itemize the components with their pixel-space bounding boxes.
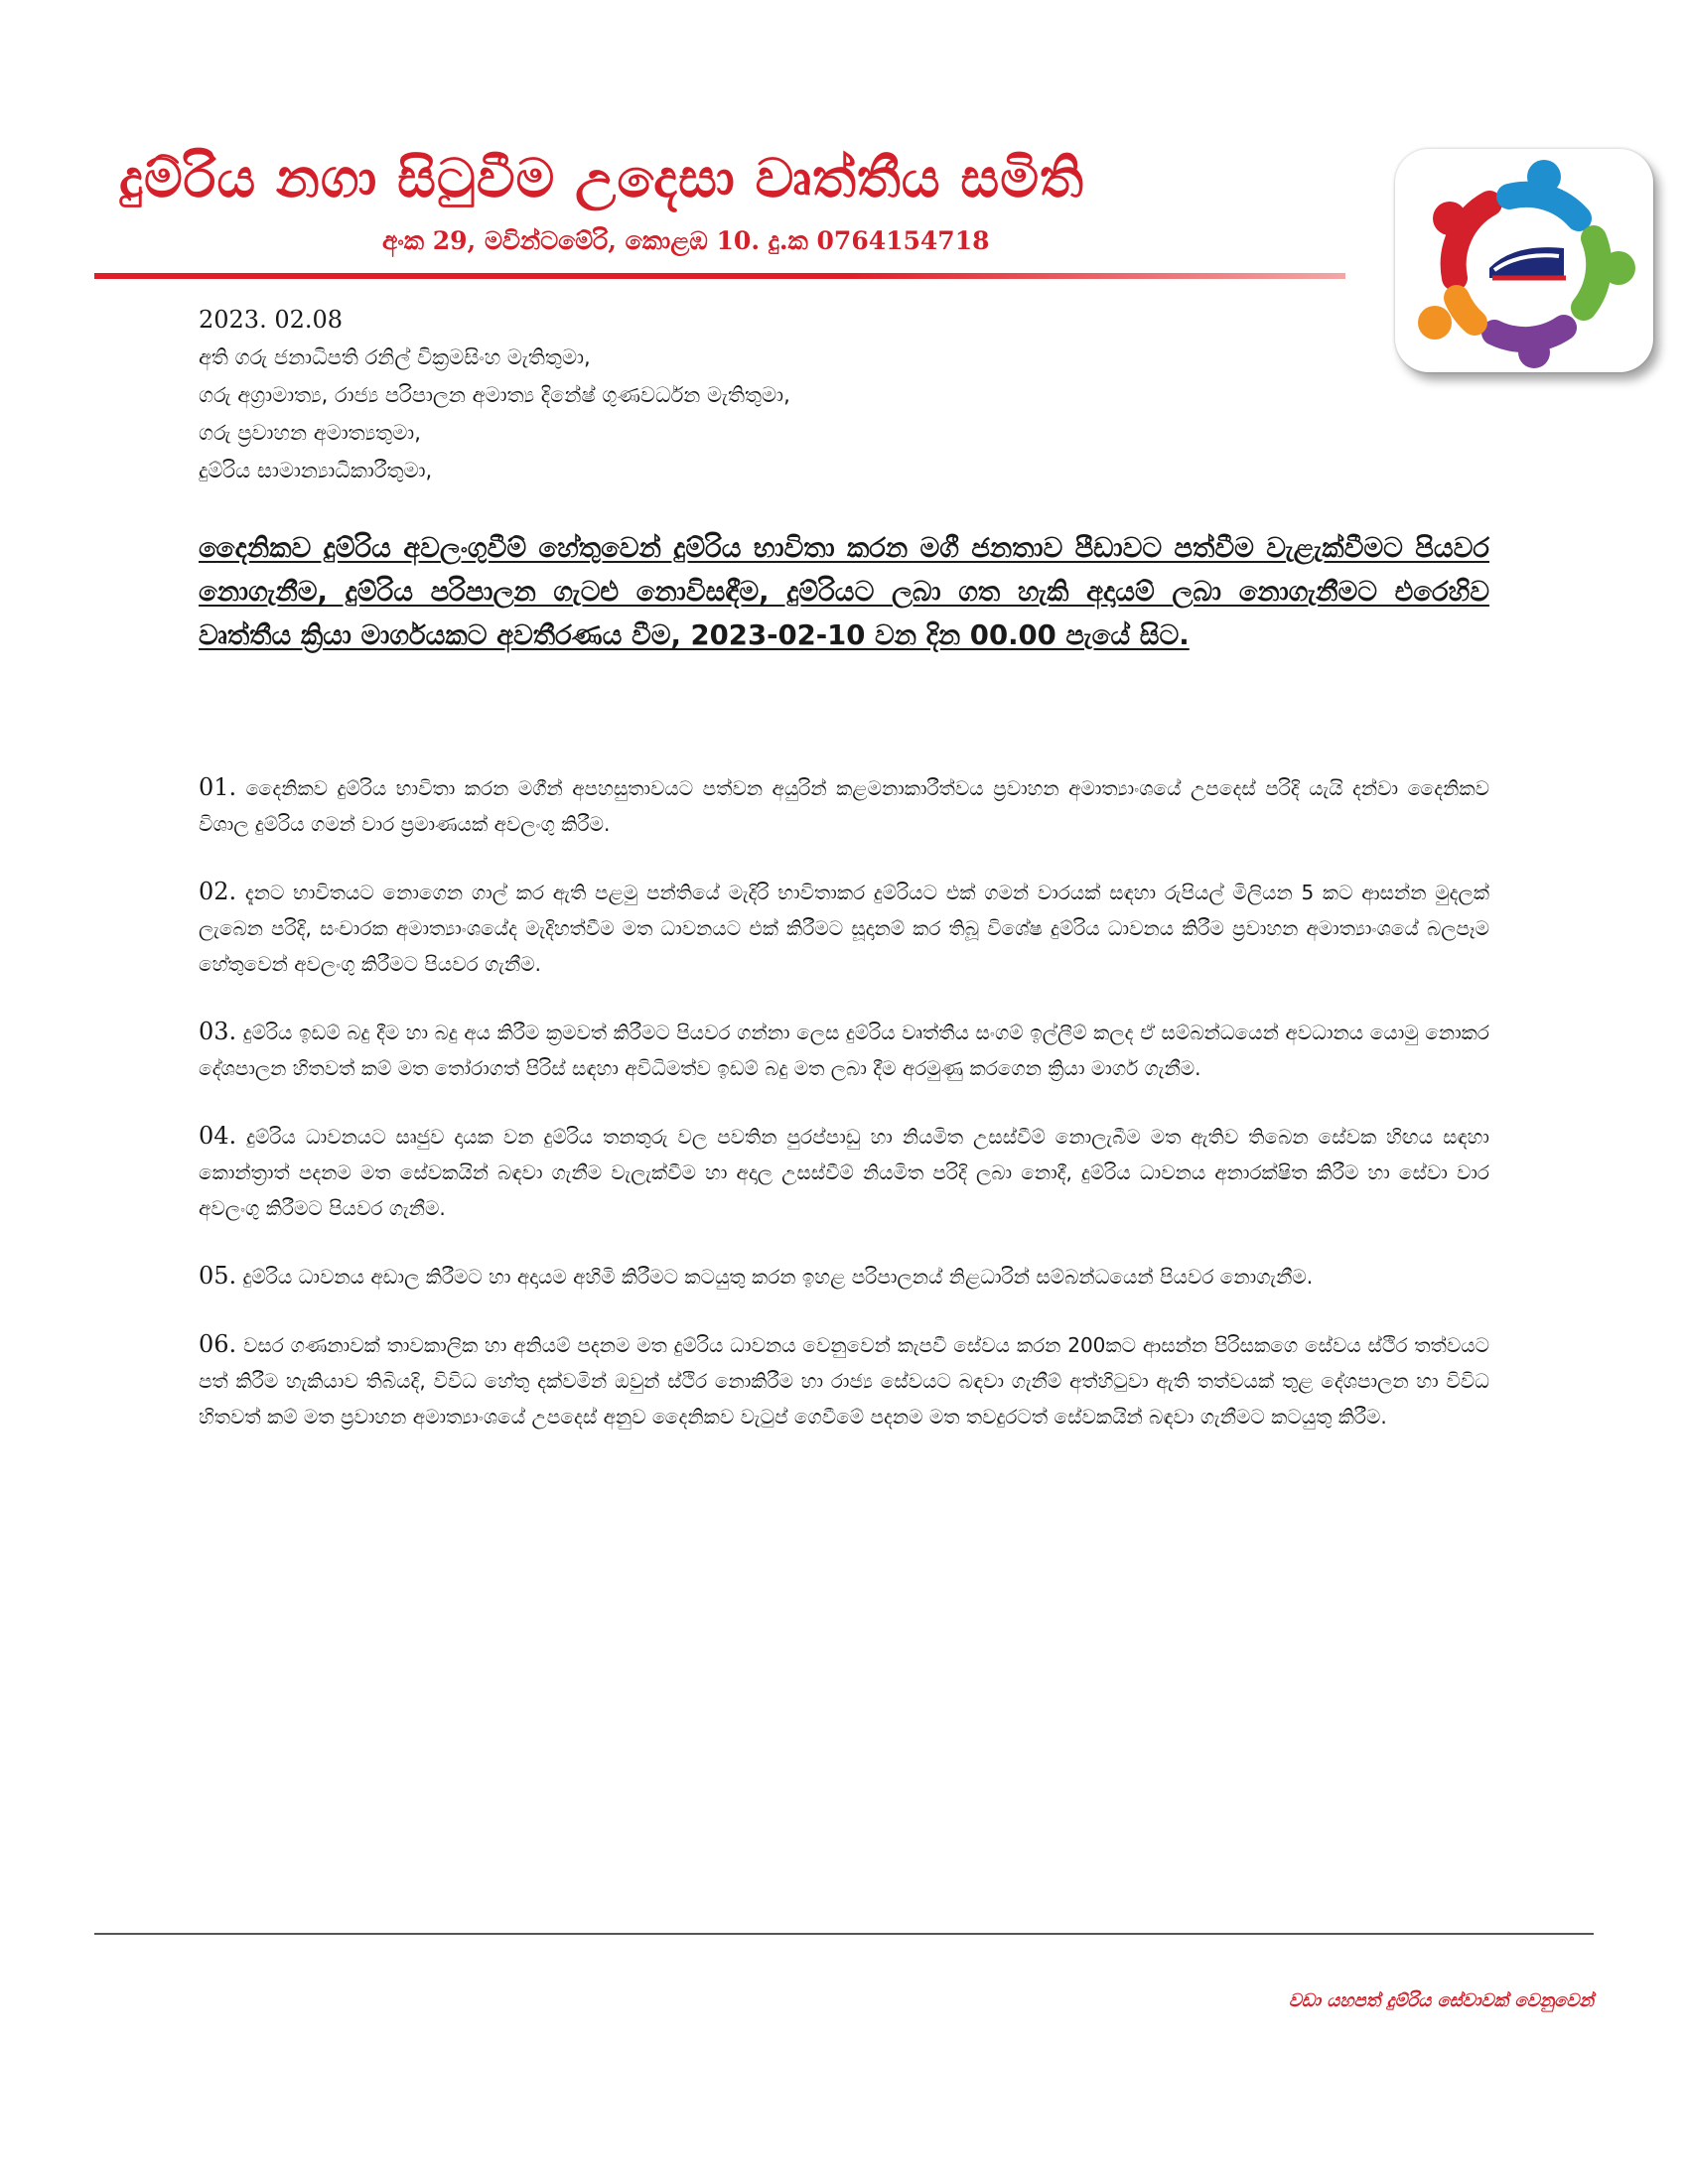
point-text: දෛනිකව දුම්රිය භාවිතා කරන මගීන් අපහසුතාවයට පත්වන අයුරින් කළමනාකාරීත්වය ප්‍රවාහන අමාත්‍යාංශයේ උපදෙස් පරිදි යැයි දන්වා දෛනිකව විශාල දුම්රිය ගමන් වාර ප්‍රමාණයක් අවලංගු කිරීම.	[199, 776, 1489, 836]
point-number: 03.	[199, 1018, 237, 1045]
organization-address: අංක 29, මවින්ටමේරි, කොළඹ 10. දු.ක 0764154718	[382, 226, 990, 255]
point-number: 04.	[199, 1122, 237, 1150]
point-number: 01.	[199, 773, 237, 801]
logo-graphic	[1395, 149, 1653, 372]
people-circle-train-logo-icon	[1395, 149, 1653, 372]
point-text: දුම්රිය ධාවනය අඩාල කිරීමට හා අදායම අහිමි කිරීමට කටයුතු කරන ඉහළ පරිපාලනය් නිළධාරින් සම්බන්ධයෙන් පියවර නොගැනීම.	[236, 1265, 1314, 1289]
point-number: 02.	[199, 878, 237, 905]
recipient-line: අති ගරු ජනාධිපති රනිල් වික්‍රමසිංහ මැතිතුමා,	[199, 345, 591, 369]
footer-slogan: වඩා යහපත් දුම්රිය සේවාවක් වෙනුවෙන්	[1288, 1990, 1594, 2011]
footer-divider	[94, 1933, 1594, 1935]
point-item	[199, 1326, 1489, 1434]
point-item	[199, 1118, 1489, 1226]
point-text: දුම්රිය ධාවනයට සෘජුව දායක වන දුම්රිය තනතුරු වල පවතින පුරප්පාඩු හා නියමිත උසස්වීම් නොලැබීම මත ඇතිව තිබෙන සේවක හිඟය සඳහා කොන්ත්‍රාත් පදනම මත සේවකයින් බඳවා ගැනීම වැලැක්වීම හා අදාල උසස්වීම් නියමිත පරිදි ලබා නොදී, දුම්රිය ධාවනය අනාරක්ෂිත කිරීම හා සේවා වාර අවලංගු කිරීමට පියවර ගැනීම.	[199, 1125, 1489, 1220]
point-text: දුම්රිය ඉඩම් බදු දීම හා බදු අය කිරීම ක්‍රමවත් කිරීමට පියවර ගන්නා ලෙස දුම්රිය වෘත්තීය සංගම් ඉල්ලීම් කලද ඒ සම්බන්ධයෙන් අවධානය යොමු නොකර දේශපාලන හිතවත් කම් මත තෝරාගත් පිරිස් සඳහා අවිධිමත්ව ඉඩම් බදු මත ලබා දීම අරමුණු කරගෙන ක්‍රියා මාර්ග ගැනීම.	[199, 1021, 1489, 1080]
recipient-line: දුම්රිය සාමාන්‍යාධිකාරීතුමා,	[199, 459, 433, 482]
point-number: 06.	[199, 1330, 237, 1358]
point-item	[199, 1258, 1489, 1295]
letter-date: 2023. 02.08	[199, 306, 344, 334]
header-divider	[94, 273, 1345, 279]
point-text: වසර ගණනාවක් තාවකාලික හා අනියම් පදනම මත දුම්රිය ධාවනය වෙනුවෙන් කැපවී සේවය කරන 200කට ආසන්න පිරිසකගෙ සේවය ස්ථිර තත්වයට පත් කිරීම හැකියාව තිබියදි, විවිධ හේතු දක්වමින් ඔවුන් ස්ථිර නොකිරීම හා රාජ්‍ය සේවයට බඳවා ගැනීම් අත්හිටුවා ඇති තත්වයක් තුළ දේශපාලන හා විවිධ හිතවත් කම් මත ප්‍රවාහන අමාත්‍යාංශයේ උපදෙස් අනුව දෛනිකව වැටුප් ගෙවීමේ පදනම මත තවදුරටත් සේවකයින් බඳවා ගැනීමට කටයුතු කිරීම.	[199, 1333, 1489, 1429]
point-item	[199, 874, 1489, 982]
recipient-line: ගරු අග්‍රාමාත්‍ය, රාජ්‍ය පරිපාලන අමාත්‍ය දිනේෂ් ගුණවර්ධන මැතිතුමා,	[199, 383, 790, 407]
point-item	[199, 769, 1489, 842]
recipient-line: ගරු ප්‍රවාහන අමාත්‍යතුමා,	[199, 421, 421, 445]
point-text: දැනට භාවිතයට නොගෙන ගාල් කර ඇති පළමු පන්තියේ මැදිරි භාවිතාකර දුම්රියට එක් ගමන් වාරයක් සඳහා රුපියල් මිලියන 5 කට ආසන්න මුදලක් ලැබෙන පරිදි, සංචාරක අමාත්‍යාංශයේද මැදිහත්වීම මත ධාවනයට එක් කිරීමට සූදානම් කර තිබූ විශේෂ දුම්රිය ධාවනය කිරීම ප්‍රවාහන අමාත්‍යාංශයේ බලපෑම හේතුවෙන් අවලංගු කිරීමට පියවර ගැනීම.	[199, 881, 1489, 976]
numbered-points	[199, 769, 1489, 1466]
point-item	[199, 1014, 1489, 1086]
letter-subject: දෛනිකව දුම්රිය අවලංගුවීම් හේතුවෙන් දුම්රිය භාවිතා කරන මගී ජනතාව පීඩාවට පත්වීම වැළැක්වීමට පියවර නොගැනීම, දුම්රිය පරිපාලන ගැටළු නොවිසඳීම, දුම්රියට ලබා ගත හැකි අදායම් ලබා නොගැනීමට එරෙහිව වෘත්තීය ක්‍රියා මාර්ගයකට අවතීරණය වීම, 2023-02-10 වන දින 00.00 පැයේ සිට.	[199, 532, 1489, 651]
point-number: 05.	[199, 1262, 237, 1290]
recipients-block	[199, 339, 1192, 489]
organization-name: දුම්රිය නගා සිටුවීම උදෙසා වෘත්තීය සමිති	[119, 147, 1084, 209]
